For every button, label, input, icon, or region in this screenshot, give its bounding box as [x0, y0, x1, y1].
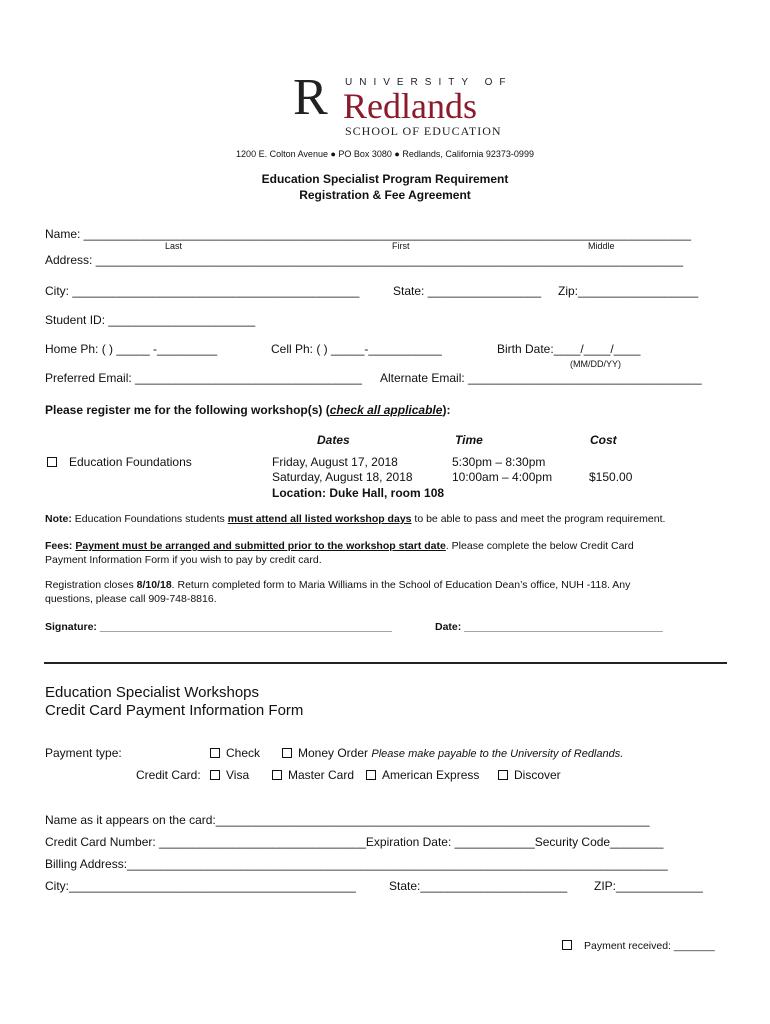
- payment-money-order-option[interactable]: [282, 746, 623, 760]
- student-id-field[interactable]: Student ID: ______________________: [45, 313, 256, 327]
- payment-received-label: Payment received: _______: [584, 940, 715, 952]
- money-order-label: Money Order: [298, 746, 369, 760]
- note-text: [45, 513, 665, 525]
- birth-date-format: (MM/DD/YY): [570, 359, 621, 369]
- workshop-time-1: 5:30pm – 8:30pm: [452, 455, 546, 469]
- fees-label: Fees:: [45, 540, 76, 552]
- visa-label: Visa: [226, 768, 250, 782]
- mastercard-checkbox[interactable]: [272, 770, 282, 780]
- header-time: Time: [455, 433, 483, 447]
- signature-field[interactable]: Signature: __________________________________________________: [45, 621, 392, 633]
- workshop-education-foundations[interactable]: [47, 455, 192, 469]
- state-field[interactable]: State: _________________: [393, 284, 542, 298]
- register-prefix: Please register me for the following workshop(s) (: [45, 403, 330, 417]
- payment-check-option[interactable]: [210, 746, 260, 760]
- workshop-checkbox[interactable]: [47, 457, 57, 467]
- signature-date-field[interactable]: Date: __________________________________: [435, 621, 663, 633]
- discover-label: Discover: [514, 768, 561, 782]
- discover-option[interactable]: [498, 768, 561, 782]
- section-divider: [44, 662, 727, 664]
- name-sub-first: First: [392, 241, 410, 251]
- amex-label: American Express: [382, 768, 480, 782]
- cc-state-field[interactable]: State:______________________: [389, 879, 568, 893]
- workshop-time-2: 10:00am – 4:00pm: [452, 470, 553, 484]
- header-dates: Dates: [317, 433, 350, 447]
- note-label: Note:: [45, 513, 72, 525]
- name-on-card-field[interactable]: Name as it appears on the card:_________________________________________________________________: [45, 813, 650, 827]
- registration-post: . Return completed form to Maria Williams in the School of Education Dean’s office, NUH -118. Any: [171, 579, 631, 591]
- registration-text: [45, 579, 630, 591]
- logo-school-text: SCHOOL OF EDUCATION: [345, 124, 502, 138]
- zip-field[interactable]: Zip:__________________: [558, 284, 699, 298]
- visa-checkbox[interactable]: [210, 770, 220, 780]
- register-suffix: ):: [442, 403, 451, 417]
- check-checkbox[interactable]: [210, 748, 220, 758]
- logo-redlands-text: Redlands: [343, 86, 477, 126]
- amex-checkbox[interactable]: [366, 770, 376, 780]
- home-phone-field[interactable]: Home Ph: ( ) _____ -_________: [45, 342, 218, 356]
- fees-text-line2: Payment Information Form if you wish to pay by credit card.: [45, 554, 322, 566]
- visa-option[interactable]: [210, 768, 249, 782]
- name-sub-middle: Middle: [588, 241, 615, 251]
- payment-received[interactable]: [562, 940, 715, 952]
- money-order-checkbox[interactable]: [282, 748, 292, 758]
- form-title-line1: Education Specialist Program Requirement: [261, 172, 509, 186]
- workshop-date-2: Saturday, August 18, 2018: [272, 470, 413, 484]
- form-title-line2: Registration & Fee Agreement: [299, 188, 471, 202]
- cc-form-title-2: Credit Card Payment Information Form: [45, 702, 304, 719]
- name-sub-last: Last: [165, 241, 183, 251]
- registration-text-line2: questions, please call 909-748-8816.: [45, 593, 217, 605]
- note-text-1: Education Foundations students: [71, 513, 228, 525]
- mastercard-label: Master Card: [288, 768, 355, 782]
- cc-form-title-1: Education Specialist Workshops: [45, 684, 259, 701]
- name-field[interactable]: Name: ___________________________________________________________________________________________: [45, 227, 691, 241]
- mastercard-option[interactable]: [272, 768, 354, 782]
- workshop-location: Location: Duke Hall, room 108: [272, 486, 445, 500]
- check-label: Check: [226, 746, 261, 760]
- address-field[interactable]: Address: ________________________________________________________________________________________: [45, 253, 683, 267]
- registration-pre: Registration closes: [45, 579, 137, 591]
- fees-emphasis: Payment must be arranged and submitted prior to the workshop start date: [75, 540, 446, 552]
- fees-text: [45, 540, 634, 552]
- credit-card-label: Credit Card:: [136, 768, 201, 782]
- amex-option[interactable]: [366, 768, 479, 782]
- note-emphasis: must attend all listed workshop days: [227, 513, 412, 525]
- city-field[interactable]: City: ___________________________________________: [45, 284, 360, 298]
- alternate-email-field[interactable]: Alternate Email: ___________________________________: [380, 371, 702, 385]
- registration-date: 8/10/18: [136, 579, 172, 591]
- cc-city-field[interactable]: City:___________________________________________: [45, 879, 356, 893]
- discover-checkbox[interactable]: [498, 770, 508, 780]
- school-address: 1200 E. Colton Avenue ● PO Box 3080 ● Redlands, California 92373-0999: [236, 149, 534, 159]
- logo-university-text: UNIVERSITY OF: [345, 77, 513, 88]
- preferred-email-field[interactable]: Preferred Email: __________________________________: [45, 371, 362, 385]
- card-number-field[interactable]: Credit Card Number: _______________________________Expiration Date: ____________Security Code________: [45, 835, 664, 849]
- money-order-note: Please make payable to the University of Redlands.: [371, 748, 624, 760]
- register-check-all: check all applicable: [329, 403, 443, 417]
- payment-type-label: Payment type:: [45, 746, 122, 760]
- workshop-date-1: Friday, August 17, 2018: [272, 455, 398, 469]
- payment-received-checkbox[interactable]: [562, 940, 572, 950]
- workshop-label: Education Foundations: [69, 455, 192, 469]
- note-text-2: to be able to pass and meet the program requirement.: [411, 513, 666, 525]
- header-cost: Cost: [590, 433, 617, 447]
- birth-date-field[interactable]: Birth Date:____/____/____: [497, 342, 641, 356]
- cell-phone-field[interactable]: Cell Ph: ( ) _____-___________: [271, 342, 442, 356]
- logo-r-letter: R: [293, 69, 328, 126]
- fees-text-1: . Please complete the below Credit Card: [445, 540, 634, 552]
- workshop-cost: $150.00: [589, 470, 633, 484]
- cc-zip-field[interactable]: ZIP:_____________: [594, 879, 703, 893]
- register-heading: [45, 403, 450, 417]
- billing-address-field[interactable]: Billing Address:_________________________________________________________________________________: [45, 857, 668, 871]
